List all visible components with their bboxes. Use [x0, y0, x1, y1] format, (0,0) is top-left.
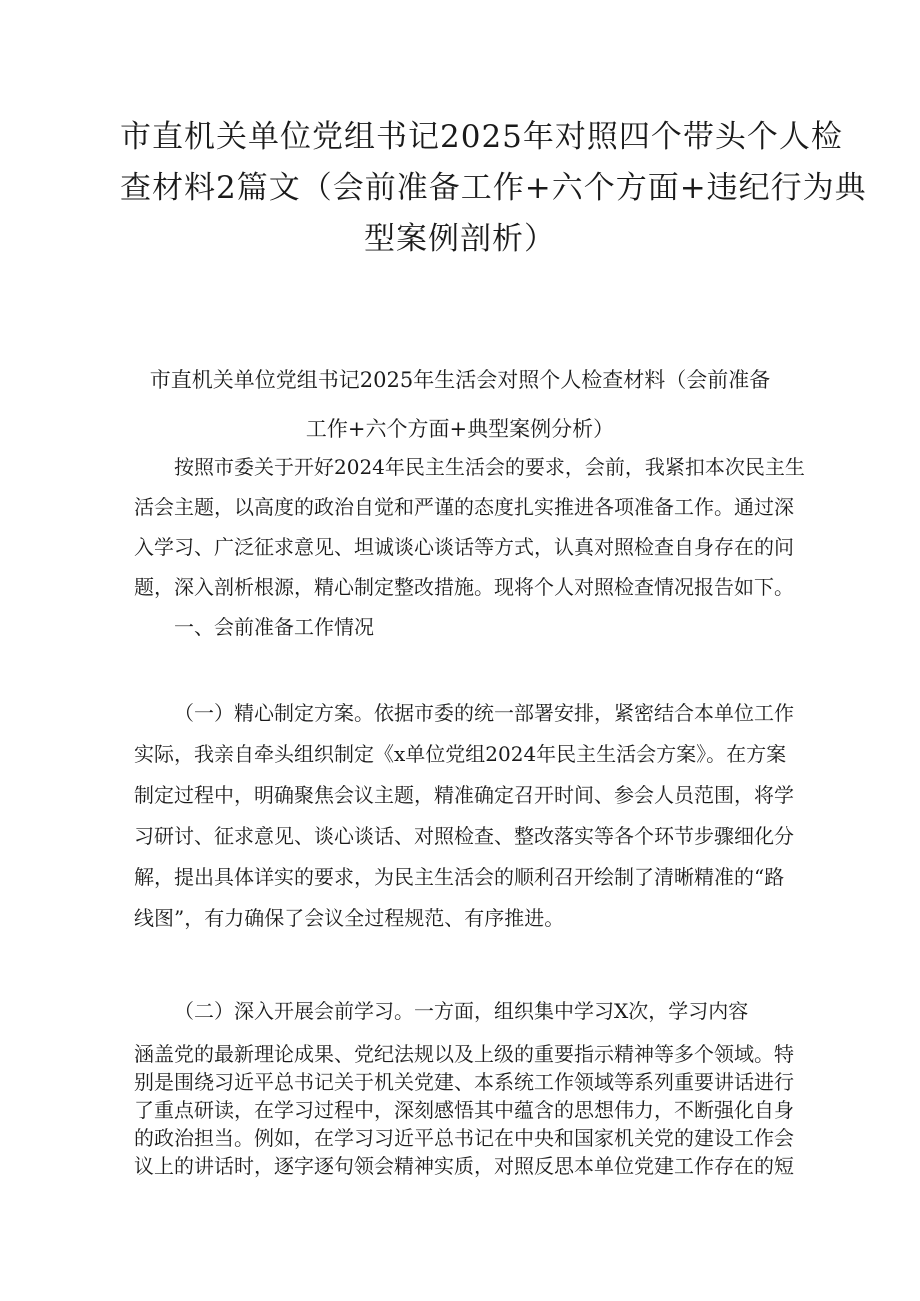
paragraph-line: 制定过程中，明确聚焦会议主题，精准确定召开时间、参会人员范围，将学: [134, 783, 794, 807]
paragraph-line: 议上的讲话时，逐字逐句领会精神实质，对照反思本单位党建工作存在的短: [134, 1154, 794, 1178]
paragraph-line: （二）深入开展会前学习。一方面，组织集中学习X次，学习内容: [174, 999, 749, 1023]
paragraph-line: 别是围绕习近平总书记关于机关党建、本系统工作领域等系列重要讲话进行: [134, 1070, 794, 1094]
title-line: 查材料2篇文（会前准备工作+六个方面+违纪行为典: [120, 170, 867, 206]
title-line: 市直机关单位党组书记2025年对照四个带头个人检: [120, 119, 843, 155]
paragraph-line: 解，提出具体详实的要求，为民主生活会的顺利召开绘制了清晰精准的“路: [134, 865, 785, 889]
document-subtitle: [140, 356, 780, 454]
paragraph-line: 按照市委关于开好2024年民主生活会的要求，会前，我紧扣本次民主生: [174, 455, 805, 479]
intro-paragraph: [134, 447, 805, 647]
document-title: [120, 112, 867, 265]
paragraph-line: 入学习、广泛征求意见、坦诚谈心谈话等方式，认真对照检查自身存在的问: [134, 535, 794, 559]
paragraph-line: 题，深入剖析根源，精心制定整改措施。现将个人对照检查情况报告如下。: [134, 575, 794, 599]
paragraph-line: 线图”，有力确保了会议全过程规范、有序推进。: [134, 906, 565, 930]
paragraph-line: （一）精心制定方案。依据市委的统一部署安排，紧密结合本单位工作: [174, 701, 794, 725]
item2-heading-paragraph: [134, 991, 788, 1032]
section-heading: 一、会前准备工作情况: [174, 615, 374, 639]
paragraph-line: 实际，我亲自牵头组织制定《x单位党组2024年民主生活会方案》。在方案: [134, 742, 787, 766]
subtitle-line: 工作+六个方面+典型案例分析）: [305, 417, 615, 441]
paragraph-line: 习研讨、征求意见、谈心谈话、对照检查、整改落实等各个环节步骤细化分: [134, 824, 794, 848]
paragraph-line: 的政治担当。例如，在学习习近平总书记在中央和国家机关党的建设工作会: [134, 1126, 794, 1150]
paragraph-line: 活会主题，以高度的政治自觉和严谨的态度扎实推进各项准备工作。通过深: [134, 495, 794, 519]
paragraph-line: 涵盖党的最新理论成果、党纪法规以及上级的重要指示精神等多个领域。特: [134, 1042, 794, 1066]
item2-paragraph: [134, 1040, 794, 1180]
item1-paragraph: [134, 693, 794, 939]
title-line: 型案例剖析）: [364, 221, 556, 257]
paragraph-line: 了重点研读，在学习过程中，深刻感悟其中蕴含的思想伟力，不断强化自身: [134, 1098, 794, 1122]
subtitle-line: 市直机关单位党组书记2025年生活会对照个人检查材料（会前准备: [149, 368, 771, 392]
